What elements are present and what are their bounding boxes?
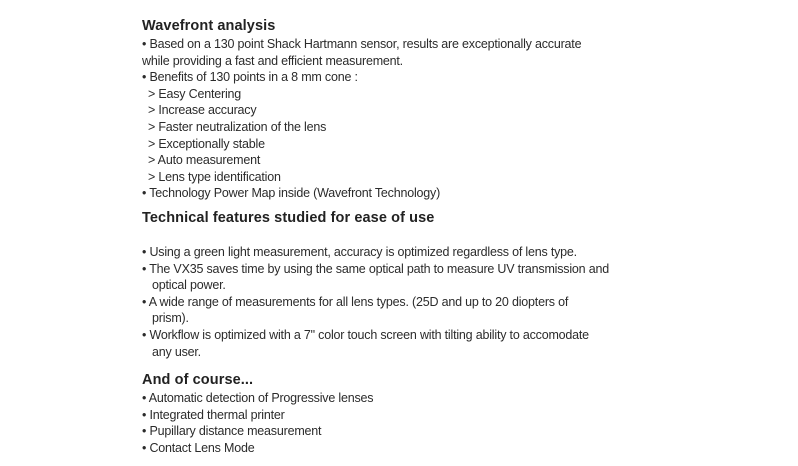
document-body xyxy=(142,16,662,456)
list-item: • A wide range of measurements for all lens types. (25D and up to 20 diopters of xyxy=(142,294,569,309)
sub-list-item: > Increase accuracy xyxy=(148,103,257,118)
list-item: • Automatic detection of Progressive lenses xyxy=(142,391,374,406)
list-item: • Workflow is optimized with a 7" color touch screen with tilting ability to accomodate xyxy=(142,327,589,342)
list-item: • The VX35 saves time by using the same optical path to measure UV transmission and xyxy=(142,261,609,276)
sub-list-item: > Exceptionally stable xyxy=(148,136,265,151)
list-item: • Based on a 130 point Shack Hartmann sensor, results are exceptionally accurate xyxy=(142,37,582,51)
sub-list-item: > Auto measurement xyxy=(148,153,261,168)
list-item: • Integrated thermal printer xyxy=(142,407,285,422)
section-heading-wavefront: Wavefront analysis xyxy=(142,18,276,34)
sub-list-item: > Lens type identification xyxy=(148,169,281,184)
sub-list-item: > Easy Centering xyxy=(148,86,242,101)
list-item-continuation: while providing a fast and efficient measurement. xyxy=(142,53,403,68)
list-item: • Contact Lens Mode xyxy=(142,440,255,455)
list-item: • Technology Power Map inside (Wavefront Technology) xyxy=(142,186,441,201)
section-heading-technical-features: Technical features studied for ease of use xyxy=(142,209,435,226)
list-item: • Pupillary distance measurement xyxy=(142,424,322,439)
list-item: • Benefits of 130 points in a 8 mm cone : xyxy=(142,70,358,85)
list-item: • Using a green light measurement, accuracy is optimized regardless of lens type. xyxy=(142,244,577,259)
list-item-continuation: any user. xyxy=(152,344,201,359)
section-heading-and-of-course: And of course... xyxy=(142,372,254,389)
list-item-continuation: optical power. xyxy=(152,278,226,293)
sub-list-item: > Faster neutralization of the lens xyxy=(148,119,327,134)
list-item-continuation: prism). xyxy=(152,311,189,326)
